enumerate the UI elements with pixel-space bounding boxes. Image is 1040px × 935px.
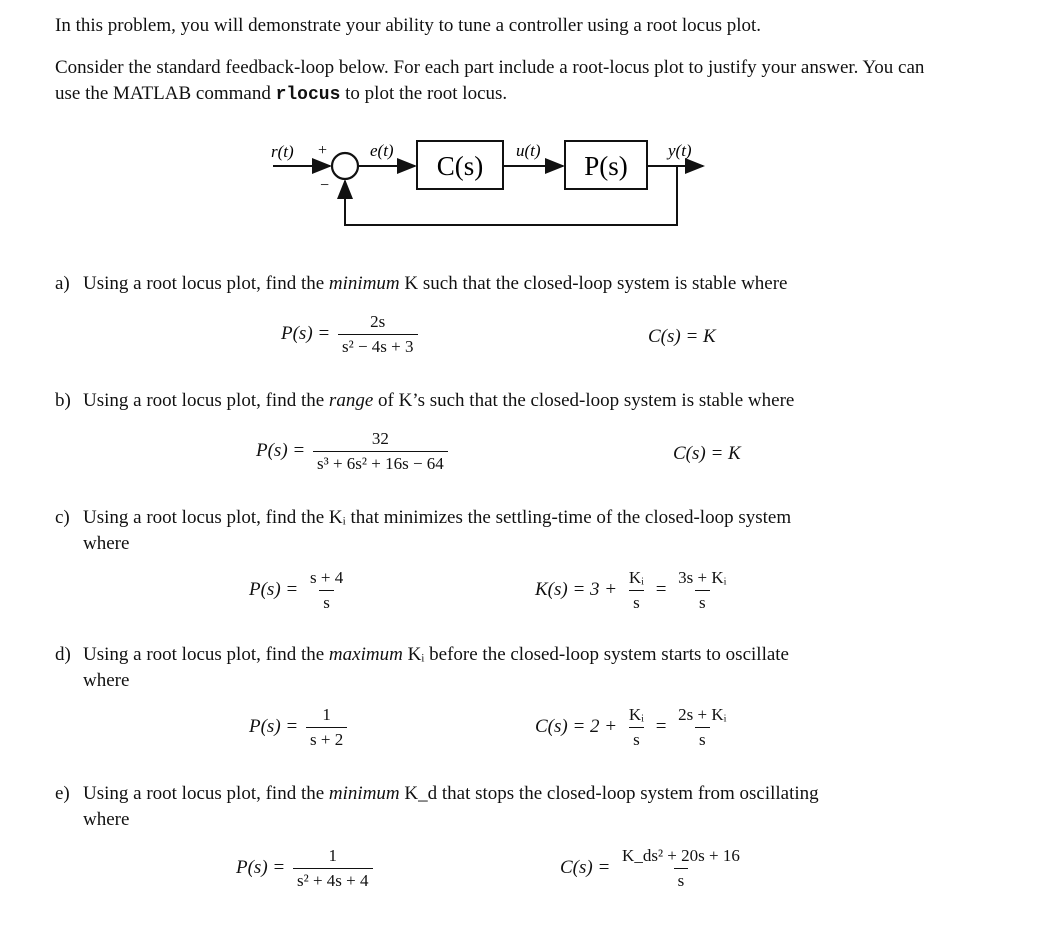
equation-e-plant-lhs: P(s) =: [236, 856, 286, 878]
fraction-d-ki-num: Kᵢ: [628, 705, 644, 724]
equation-e-controller-lhs: C(s) =: [560, 856, 611, 878]
question-a-text-1: Using a root locus plot, find the: [83, 273, 329, 294]
equation-c-equals: =: [655, 578, 667, 600]
equation-b-controller-text: C(s) = K: [673, 443, 741, 464]
matlab-command: rlocus: [275, 85, 341, 105]
label-u: u(t): [516, 141, 541, 160]
summing-junction: [332, 153, 358, 179]
question-a: [55, 271, 955, 297]
fraction-e-controller: [618, 846, 744, 891]
question-c-label: c): [55, 507, 70, 528]
fraction-a-plant-num: 2s: [370, 312, 386, 331]
fraction-c-ki-num: Kᵢ: [628, 568, 644, 587]
fraction-d-plant-num: 1: [322, 705, 331, 724]
equation-d-controller: [535, 705, 733, 750]
question-d-label: d): [55, 644, 71, 665]
equation-a-controller-text: C(s) = K: [648, 326, 716, 347]
fraction-b-plant-den: s³ + 6s² + 16s − 64: [313, 451, 448, 474]
question-b-text-2: of K’s such that the closed-loop system is stable where: [373, 390, 795, 411]
fraction-a-plant: [338, 312, 418, 357]
question-b-text-1: Using a root locus plot, find the: [83, 390, 329, 411]
question-a-label: a): [55, 273, 70, 294]
fraction-a-plant-den: s² − 4s + 3: [338, 334, 418, 357]
equation-c-plant: [249, 568, 350, 613]
fraction-c-plant-num: s + 4: [309, 568, 344, 587]
fraction-d-combined: [674, 705, 730, 750]
intro-paragraph-2: [55, 55, 945, 108]
label-minus: −: [320, 177, 330, 194]
intro-text-2a: Consider the standard feedback-loop below. For each part include a root-locus plot to justify your answer. You can use the MATLAB command: [55, 57, 925, 104]
question-b: [55, 388, 955, 414]
fraction-c-combined: [674, 568, 730, 613]
equation-c-controller: [535, 568, 733, 613]
equation-b-plant: [256, 429, 451, 474]
fraction-c-plant: [306, 568, 347, 613]
equation-a-plant: [281, 312, 421, 357]
equation-d-plant: [249, 705, 350, 750]
fraction-d-combined-den: s: [695, 727, 710, 750]
question-d-text-1: Using a root locus plot, find the: [83, 644, 329, 665]
equation-d-equals: =: [655, 715, 667, 737]
fraction-d-plant: [306, 705, 347, 750]
question-e-text-2: K_d that stops the closed-loop system from oscillating: [399, 783, 819, 804]
question-b-emphasis: range: [328, 390, 374, 411]
equation-a-plant-lhs: P(s) =: [281, 322, 331, 344]
intro-line-1: [55, 13, 955, 39]
fraction-c-ki-den: s: [629, 590, 644, 613]
fraction-c-plant-den: s: [319, 590, 334, 613]
equation-d-plant-lhs: P(s) =: [249, 715, 299, 737]
question-e: [55, 781, 955, 833]
intro-text-2b: to plot the root locus.: [340, 83, 508, 104]
question-d-text-2: Kᵢ before the closed-loop system starts to oscillate: [402, 644, 789, 665]
equation-c-plant-lhs: P(s) =: [249, 578, 299, 600]
label-c-block: C(s): [436, 151, 484, 181]
fraction-b-plant: [313, 429, 448, 474]
question-e-label: e): [55, 783, 70, 804]
fraction-c-combined-num: 3s + Kᵢ: [678, 568, 727, 587]
question-d-emphasis: maximum: [328, 644, 403, 665]
fraction-c-combined-den: s: [695, 590, 710, 613]
question-e-text-1: Using a root locus plot, find the: [83, 783, 329, 804]
question-c-where: where: [83, 533, 130, 554]
fraction-b-plant-num: 32: [371, 429, 389, 448]
equation-a-controller: [648, 326, 716, 348]
fraction-e-controller-num: K_ds² + 20s + 16: [622, 846, 740, 865]
feedback-loop-diagram: [0, 130, 1040, 240]
question-c: [55, 505, 955, 557]
question-c-text-1: Using a root locus plot, find the Kᵢ that minimizes the settling-time of the closed-loop system: [83, 507, 792, 528]
fraction-d-plant-den: s + 2: [306, 727, 347, 750]
fraction-e-plant: [293, 846, 373, 891]
fraction-c-ki: [625, 568, 648, 613]
equation-e-plant: [236, 846, 376, 891]
equation-c-controller-lhs: K(s) = 3 +: [535, 578, 618, 600]
fraction-e-plant-num: 1: [328, 846, 337, 865]
fraction-d-ki-den: s: [629, 727, 644, 750]
label-r: r(t): [271, 142, 294, 161]
fraction-d-ki: [625, 705, 648, 750]
equation-b-plant-lhs: P(s) =: [256, 439, 306, 461]
question-a-emphasis: minimum: [328, 273, 400, 294]
question-d: [55, 642, 955, 694]
equation-b-controller: [673, 443, 741, 465]
label-e: e(t): [370, 141, 394, 160]
question-e-emphasis: minimum: [328, 783, 400, 804]
equation-e-controller: [560, 846, 747, 891]
fraction-d-combined-num: 2s + Kᵢ: [678, 705, 727, 724]
label-plus: +: [318, 142, 328, 159]
question-d-where: where: [83, 670, 130, 691]
fraction-e-plant-den: s² + 4s + 4: [293, 868, 373, 891]
label-y: y(t): [668, 141, 692, 160]
label-p-block: P(s): [584, 151, 628, 181]
equation-d-controller-lhs: C(s) = 2 +: [535, 715, 618, 737]
question-b-label: b): [55, 390, 71, 411]
intro-text-1: In this problem, you will demonstrate your ability to tune a controller using a root locus plot.: [55, 15, 762, 36]
question-e-where: where: [83, 809, 130, 830]
fraction-e-controller-den: s: [674, 868, 689, 891]
question-a-text-2: K such that the closed-loop system is stable where: [399, 273, 788, 294]
